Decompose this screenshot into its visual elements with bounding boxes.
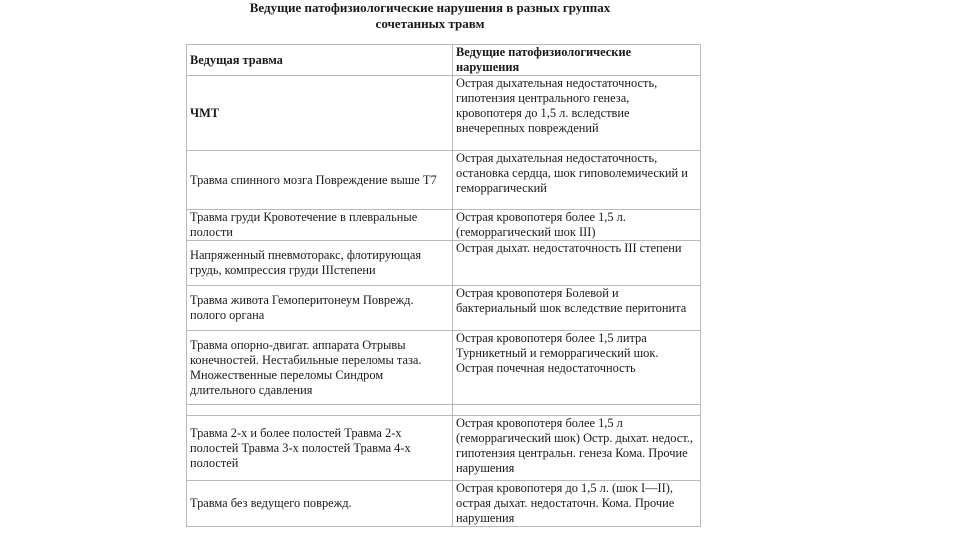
table-row — [187, 481, 701, 527]
header-leading-disorders: Ведущие патофизиологические нарушения — [453, 45, 701, 76]
disorders-cell: Острая кровопотеря более 1,5 л. (геморрагический шок III) — [453, 210, 701, 241]
trauma-cell: Травма 2-х и более полостей Травма 2-х полостей Травма 3-х полостей Травма 4-х полостей — [187, 416, 453, 481]
table-row — [187, 151, 701, 210]
trauma-cell: Травма живота Гемоперитонеум Поврежд. полого органа — [187, 286, 453, 331]
trauma-cell: ЧМТ — [187, 76, 453, 151]
table-row-empty — [187, 405, 701, 416]
trauma-cell: Травма спинного мозга Повреждение выше T7 — [187, 151, 453, 210]
header-leading-trauma: Ведущая травма — [187, 45, 453, 76]
trauma-cell: Напряженный пневмоторакс, флотирующая грудь, компрессия груди IIIстепени — [187, 241, 453, 286]
trauma-table — [186, 44, 701, 527]
table-row — [187, 76, 701, 151]
disorders-cell: Острая кровопотеря более 1,5 л (геморрагический шок) Остр. дыхат. недост., гипотензия центральн. генеза Кома. Прочие нарушения — [453, 416, 701, 481]
disorders-cell: Острая кровопотеря более 1,5 литра Турникетный и геморрагический шок. Острая почечная недостаточность — [453, 331, 701, 405]
disorders-cell — [453, 405, 701, 416]
disorders-cell: Острая дыхательная недостаточность, остановка сердца, шок гиповолемический и геморрагический — [453, 151, 701, 210]
table-row — [187, 416, 701, 481]
title-line-2: сочетанных травм — [375, 16, 485, 31]
disorders-cell: Острая кровопотеря до 1,5 л. (шок I—II), острая дыхат. недостаточн. Кома. Прочие нарушения — [453, 481, 701, 527]
trauma-cell: Травма без ведущего поврежд. — [187, 481, 453, 527]
table-row — [187, 241, 701, 286]
table-row — [187, 210, 701, 241]
trauma-cell: Травма опорно-двигат. аппарата Отрывы конечностей. Нестабильные переломы таза. Множественные переломы Синдром длительного сдавления — [187, 331, 453, 405]
table-row — [187, 331, 701, 405]
trauma-cell: Травма груди Кровотечение в плевральные полости — [187, 210, 453, 241]
page-title — [200, 0, 660, 32]
title-line-1: Ведущие патофизиологические нарушения в разных группах — [249, 0, 611, 15]
table-header-row — [187, 45, 701, 76]
disorders-cell: Острая дыхательная недостаточность, гипотензия центрального генеза, кровопотеря до 1,5 л. вследствие внечерепных повреждений — [453, 76, 701, 151]
disorders-cell: Острая дыхат. недостаточность III степени — [453, 241, 701, 286]
trauma-cell — [187, 405, 453, 416]
disorders-cell: Острая кровопотеря Болевой и бактериальный шок вследствие перитонита — [453, 286, 701, 331]
table-row — [187, 286, 701, 331]
